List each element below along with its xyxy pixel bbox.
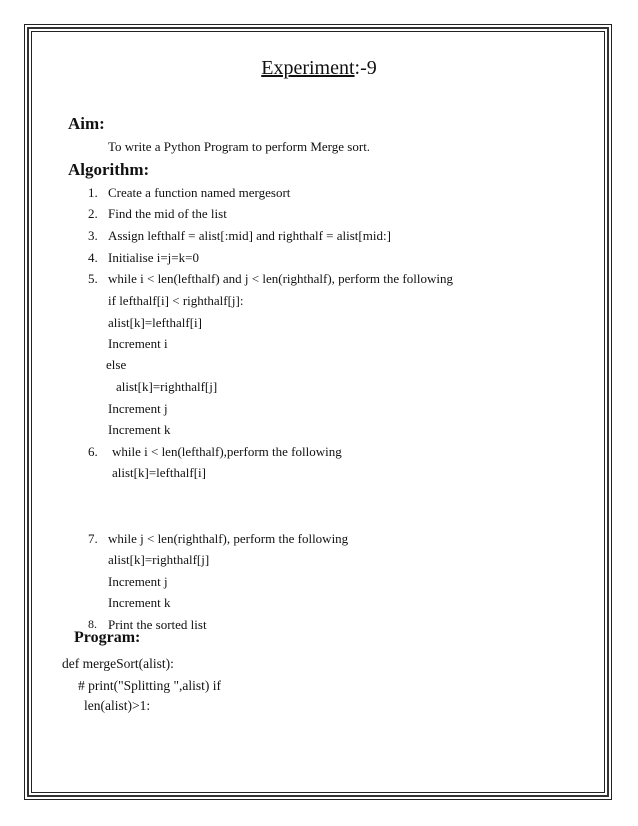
step-number: 5. <box>88 271 98 286</box>
aim-heading: Aim: <box>68 114 105 133</box>
title-main: Experiment <box>261 57 355 79</box>
step-text: while i < len(lefthalf),perform the following <box>112 444 342 459</box>
page-title <box>0 57 638 80</box>
step-text: Print the sorted list <box>108 617 207 632</box>
step-text: Initialise i=j=k=0 <box>108 250 199 265</box>
algorithm-heading: Algorithm: <box>68 160 150 179</box>
code-line: len(alist)>1: <box>84 698 151 713</box>
step7-line: Increment j <box>108 574 168 589</box>
step-text: Create a function named mergesort <box>108 185 291 200</box>
step5-line: Increment k <box>108 422 171 437</box>
code-line: def mergeSort(alist): <box>62 656 174 671</box>
step5-line: else <box>106 357 127 372</box>
aim-text: To write a Python Program to perform Merge sort. <box>108 139 371 154</box>
step-number: 6. <box>88 444 98 459</box>
code-line: # print("Splitting ",alist) if <box>78 678 222 693</box>
step-text: while j < len(righthalf), perform the following <box>108 531 349 546</box>
step5-line: if lefthalf[i] < righthalf[j]: <box>108 293 244 308</box>
step7-line: Increment k <box>108 595 171 610</box>
step-number: 7. <box>88 531 98 546</box>
step5-line: alist[k]=lefthalf[i] <box>108 315 202 330</box>
step5-line: Increment j <box>108 401 168 416</box>
step-text: Find the mid of the list <box>108 206 227 221</box>
step-number: 8. <box>88 617 97 631</box>
step-number: 2. <box>88 206 98 221</box>
step6-line: alist[k]=lefthalf[i] <box>112 465 206 480</box>
step-text: Assign lefthalf = alist[:mid] and righthalf = alist[mid:] <box>108 228 391 243</box>
title-suffix: :-9 <box>354 57 377 79</box>
step-number: 3. <box>88 228 98 243</box>
step7-line: alist[k]=righthalf[j] <box>108 552 210 567</box>
step5-line: alist[k]=righthalf[j] <box>116 379 218 394</box>
step-number: 1. <box>88 185 98 200</box>
step-text: while i < len(lefthalf) and j < len(righthalf), perform the following <box>108 271 453 286</box>
step-number: 4. <box>88 250 98 265</box>
step5-line: Increment i <box>108 336 168 351</box>
program-heading: Program: <box>74 629 141 646</box>
